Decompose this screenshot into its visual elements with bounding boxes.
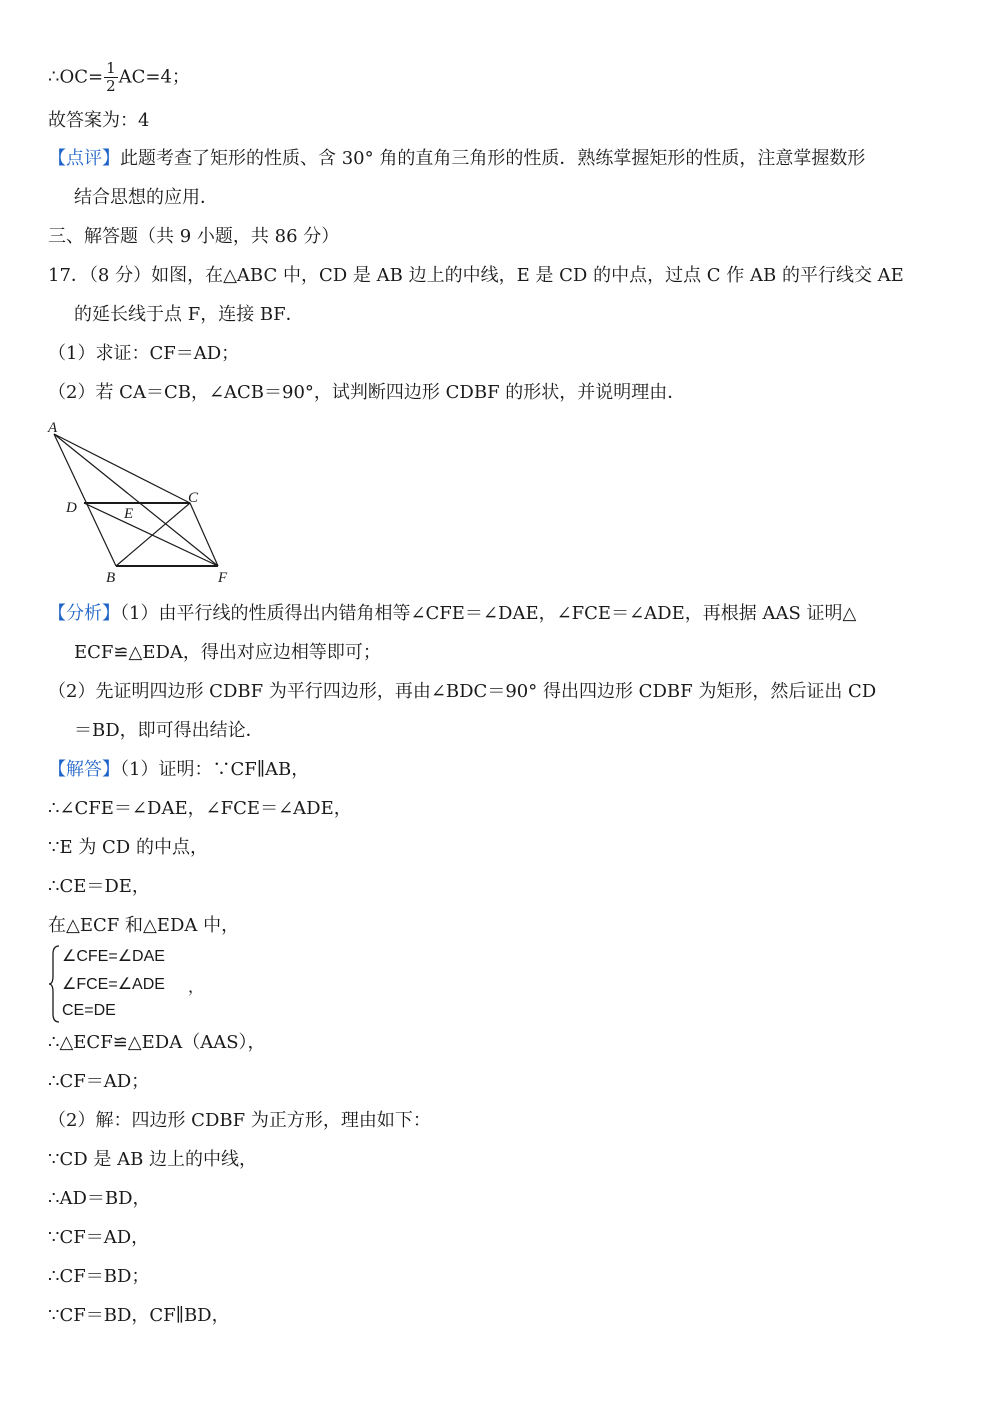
segment-ab bbox=[54, 434, 116, 566]
problem-17-part-2: （2）若 CA＝CB，∠ACB＝90°，试判断四边形 CDBF 的形状，并说明理由． bbox=[48, 382, 686, 403]
proof-step-3: ∴CE＝DE， bbox=[48, 876, 150, 897]
segment-ac bbox=[54, 434, 190, 503]
proof-step-2: ∵E 为 CD 的中点， bbox=[48, 837, 208, 858]
geometry-figure bbox=[44, 418, 244, 586]
fraction-numerator: 1 bbox=[106, 59, 116, 77]
problem-17-statement-2: 的延长线于点 F，连接 BF． bbox=[74, 304, 304, 325]
label-a: A bbox=[48, 420, 58, 436]
comment-tag: 【点评】 bbox=[48, 148, 120, 169]
comment-text: 此题考查了矩形的性质、含 30° 角的直角三角形的性质．熟练掌握矩形的性质，注意掌握数形 bbox=[120, 148, 866, 169]
label-c: C bbox=[188, 490, 199, 506]
problem-17-part-1: （1）求证：CF＝AD； bbox=[48, 343, 240, 364]
proof-part-2-start: （2）解：四边形 CDBF 为正方形，理由如下： bbox=[48, 1110, 431, 1131]
analysis-text: （1）由平行线的性质得出内错角相等∠CFE＝∠DAE，∠FCE＝∠ADE，再根据 AAS 证明△ bbox=[120, 603, 857, 624]
l1-prefix: ∴OC= bbox=[48, 66, 104, 88]
proof-part-2-step-5: ∵CF＝BD，CF∥BD， bbox=[48, 1305, 230, 1326]
system-eq-2: ∠FCE=∠ADE bbox=[62, 976, 165, 993]
proof-step-6: ∴CF＝AD； bbox=[48, 1071, 150, 1092]
solution-text: （1）证明：∵CF∥AB， bbox=[120, 759, 310, 780]
system-comma: ， bbox=[188, 979, 205, 996]
proof-part-2-step-3: ∵CF＝AD， bbox=[48, 1227, 150, 1248]
problem-17-statement: 17．（8 分）如图，在△ABC 中，CD 是 AB 边上的中线，E 是 CD 的中点，过点 C 作 AB 的平行线交 AE bbox=[48, 265, 904, 286]
analysis-tag: 【分析】 bbox=[48, 603, 120, 624]
analysis-line-3: （2）先证明四边形 CDBF 为平行四边形，再由∠BDC＝90° 得出四边形 CDBF 为矩形，然后证出 CD bbox=[48, 681, 877, 702]
answer-line: 故答案为：4 bbox=[48, 110, 150, 131]
comment-line-2: 结合思想的应用． bbox=[74, 187, 218, 208]
proof-step-1: ∴∠CFE＝∠DAE，∠FCE＝∠ADE， bbox=[48, 798, 352, 819]
analysis-line bbox=[48, 603, 856, 625]
segment-cf bbox=[190, 503, 218, 566]
proof-step-5: ∴△ECF≌△EDA（AAS）， bbox=[48, 1032, 266, 1053]
left-brace-icon bbox=[48, 944, 62, 1024]
label-f: F bbox=[218, 570, 228, 586]
proof-part-2-step-4: ∴CF＝BD； bbox=[48, 1266, 150, 1287]
proof-part-2-step-2: ∴AD＝BD， bbox=[48, 1188, 151, 1209]
system-eq-1: ∠CFE=∠DAE bbox=[62, 948, 165, 965]
analysis-line-2: ECF≌△EDA，得出对应边相等即可； bbox=[74, 642, 381, 663]
solution-line bbox=[48, 759, 309, 781]
line-oc-equals bbox=[48, 60, 190, 95]
fraction-denominator: 2 bbox=[106, 77, 116, 95]
equation-system bbox=[48, 944, 288, 1024]
fraction-half bbox=[104, 60, 118, 95]
analysis-line-4: ＝BD，即可得出结论． bbox=[74, 720, 264, 741]
solution-tag: 【解答】 bbox=[48, 759, 120, 780]
l1-suffix: AC=4； bbox=[118, 66, 190, 88]
label-d: D bbox=[66, 500, 77, 516]
section-heading: 三、解答题（共 9 小题，共 86 分） bbox=[48, 226, 340, 247]
comment-line bbox=[48, 148, 865, 170]
label-b: B bbox=[106, 570, 116, 586]
system-eq-3: CE=DE bbox=[62, 1002, 116, 1019]
label-e: E bbox=[124, 506, 134, 522]
proof-step-4: 在△ECF 和△EDA 中， bbox=[48, 915, 240, 936]
proof-part-2-step-1: ∵CD 是 AB 边上的中线， bbox=[48, 1149, 258, 1170]
